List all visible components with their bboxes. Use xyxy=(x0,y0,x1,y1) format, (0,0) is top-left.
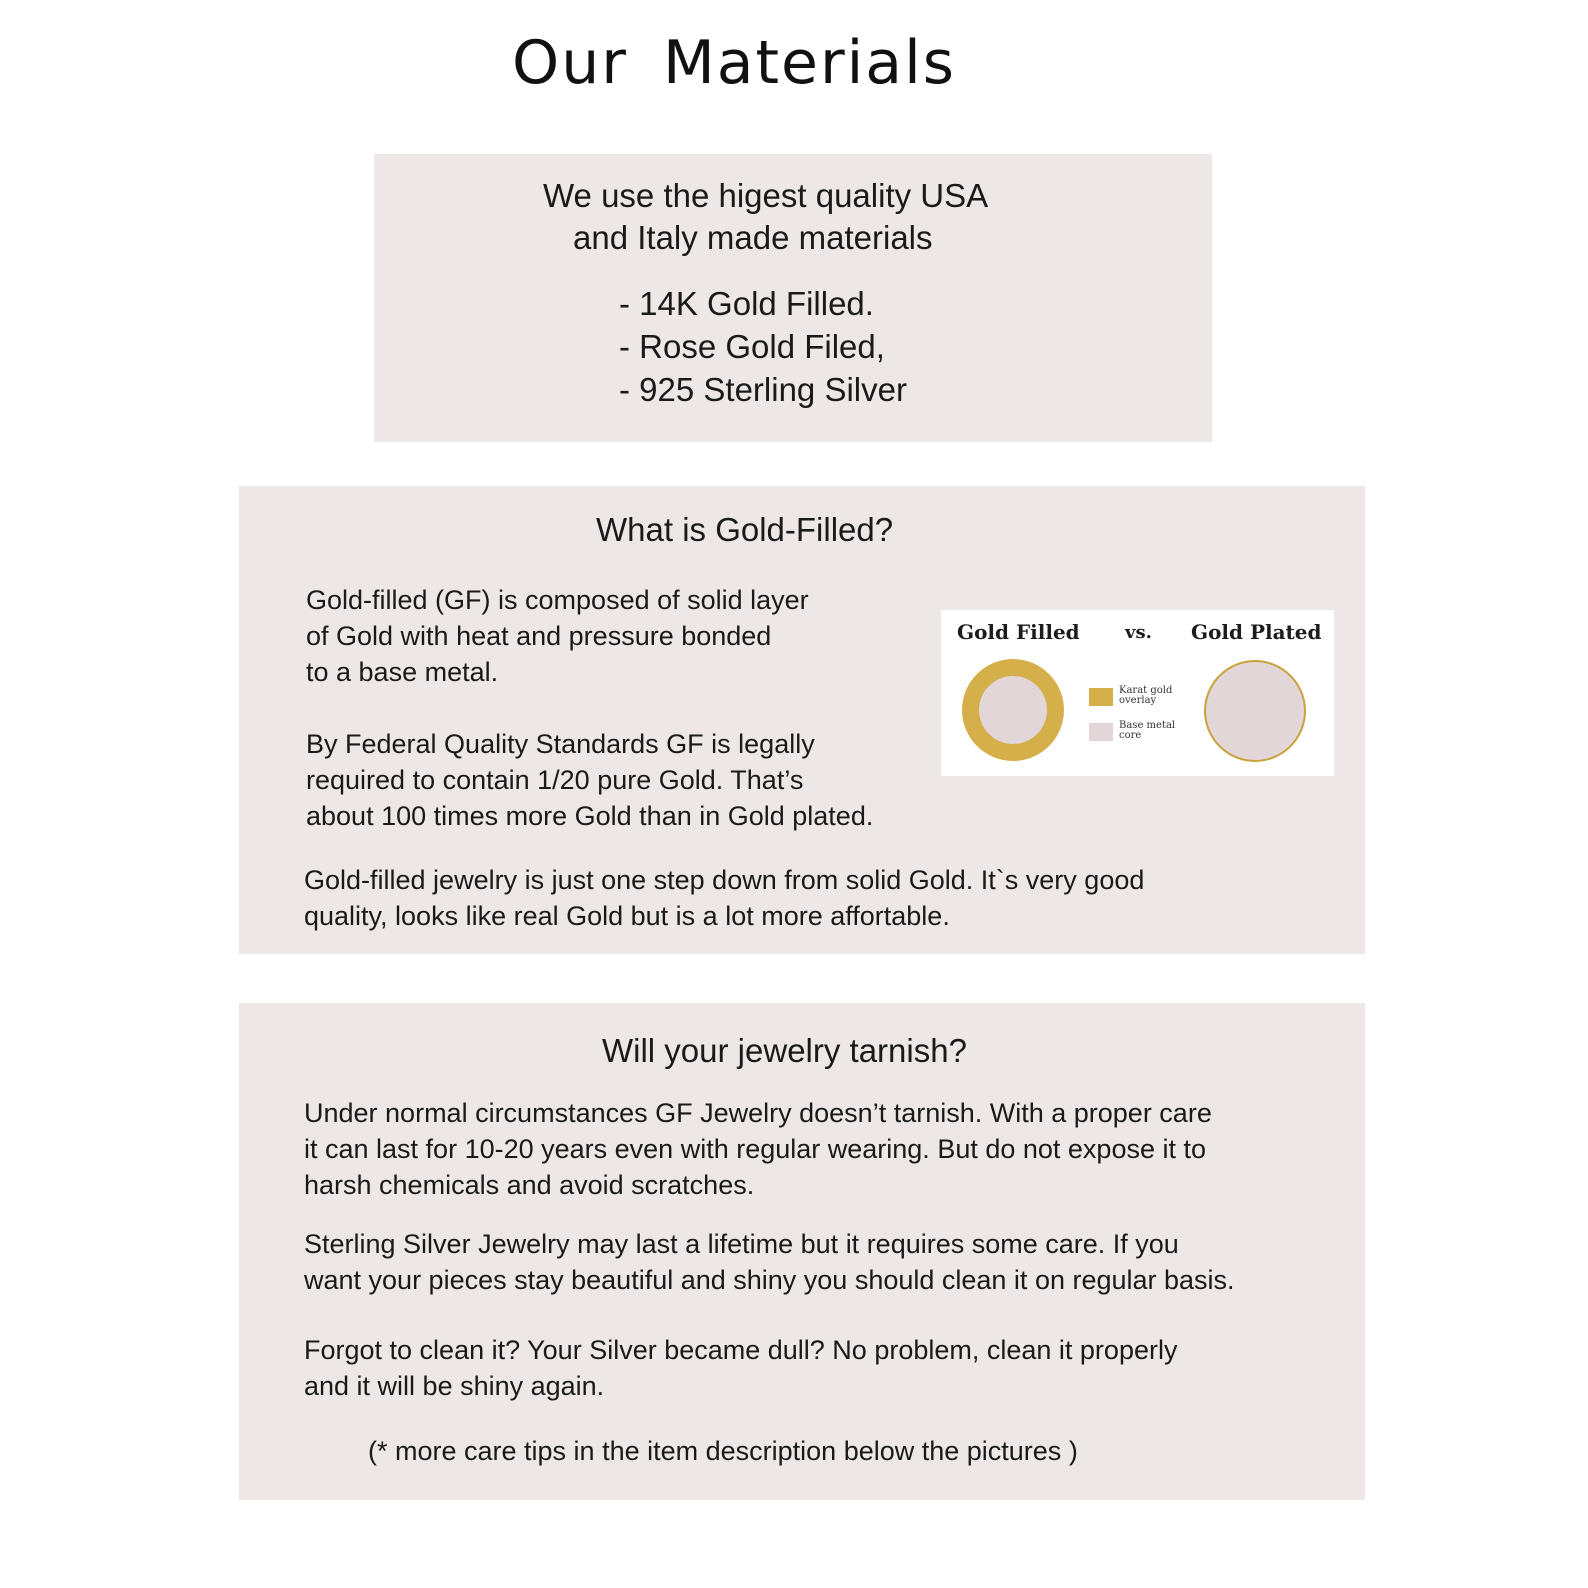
tarnish-paragraph-1: Under normal circumstances GF Jewelry doesn’t tarnish. With a proper care it can last for 10-20 years even with regular wearing. But do not expose it to harsh chemicals and avoid scratches. xyxy=(304,1098,1212,1200)
tarnish-paragraph-3: Forgot to clean it? Your Silver became dull? No problem, clean it properly and it will be shiny again. xyxy=(304,1335,1178,1401)
vs-label: vs. xyxy=(1125,622,1152,643)
legend-gold-label: Karat gold overlay xyxy=(1119,685,1173,706)
gold-filled-label: Gold Filled xyxy=(957,620,1080,644)
gold-plated-label: Gold Plated xyxy=(1191,620,1322,644)
gold-filled-paragraph-3: Gold-filled jewelry is just one step down from solid Gold. It`s very good quality, looks like real Gold but is a lot more affortable. xyxy=(304,865,1145,931)
tarnish-panel xyxy=(239,1003,1365,1500)
base-metal-swatch xyxy=(1089,723,1113,741)
intro-line-1: We use the higest quality USA xyxy=(543,177,989,214)
gold-filled-cross-section-icon xyxy=(960,657,1066,763)
gold-filled-panel xyxy=(239,486,1365,954)
material-item: - Rose Gold Filed, xyxy=(619,328,885,365)
tarnish-heading: Will your jewelry tarnish? xyxy=(602,1032,967,1069)
gold-overlay-swatch xyxy=(1089,688,1113,706)
gold-filled-heading: What is Gold-Filled? xyxy=(596,511,894,548)
legend-base-label: Base metal core xyxy=(1119,720,1176,741)
material-item: - 14K Gold Filled. xyxy=(619,285,874,322)
care-tips-note: (* more care tips in the item description below the pictures ) xyxy=(368,1436,1078,1466)
intro-panel xyxy=(374,154,1212,442)
materials-list xyxy=(619,282,907,411)
gold-filled-paragraph-1: Gold-filled (GF) is composed of solid layer of Gold with heat and pressure bonded to a base metal. xyxy=(306,585,809,687)
gold-filled-vs-plated-diagram xyxy=(941,610,1334,776)
material-item: - 925 Sterling Silver xyxy=(619,371,907,408)
intro-line-2: and Italy made materials xyxy=(573,219,933,256)
tarnish-paragraph-2: Sterling Silver Jewelry may last a lifetime but it requires some care. If you want your pieces stay beautiful and shiny you should clean it on regular basis. xyxy=(304,1229,1235,1295)
gold-filled-paragraph-2: By Federal Quality Standards GF is legally required to contain 1/20 pure Gold. That’s about 100 times more Gold than in Gold plated. xyxy=(306,729,874,831)
gold-plated-cross-section-icon xyxy=(1203,659,1307,763)
page-title: Our Materials xyxy=(512,28,957,98)
